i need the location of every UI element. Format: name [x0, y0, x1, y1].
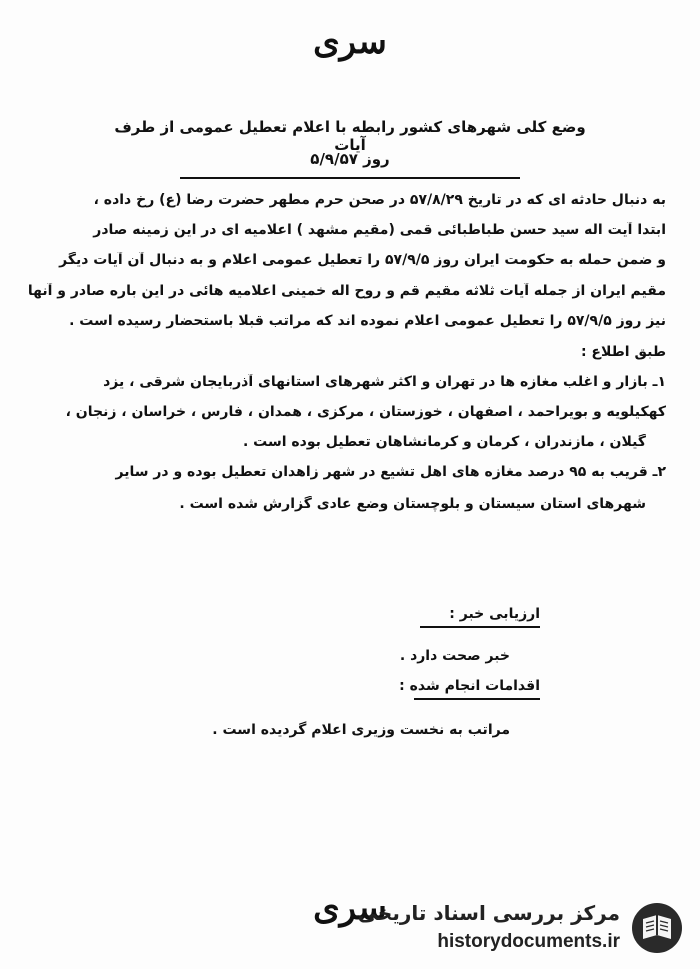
book-logo-icon [630, 901, 684, 955]
paragraph-line: مقیم ایران از جمله آیات ثلاثه مقیم قم و روح اله خمینی اعلامیه هائی در این باره صادر و آنها [28, 283, 666, 299]
intro-paragraph [28, 192, 666, 342]
paragraph-line: و ضمن حمله به حکومت ایران روز ۵۷/۹/۵ را تعطیل عمومی اعلام و به دنبال آن آیات دیگر [59, 252, 666, 268]
actions-underline [414, 698, 540, 700]
watermark-title: مرکز بررسی اسناد تاریخی [357, 901, 620, 925]
report-item-line: ۲ـ قریب به ۹۵ درصد مغازه های اهل تشیع در شهر زاهدان تعطیل بوده و در سایر [115, 464, 666, 480]
watermark-logo [357, 899, 684, 959]
classification-bottom: سری [313, 888, 387, 928]
evaluation-underline [420, 626, 540, 628]
evaluation-label: ارزیابی خبر : [449, 606, 540, 622]
document-date [180, 150, 520, 168]
report-item-line: کهکیلویه و بویراحمد ، اصفهان ، خوزستان ، مرکزی ، همدان ، فارس ، خراسان ، زنجان ، [65, 404, 666, 420]
report-item-line: ۱ـ بازار و اغلب مغازه ها در تهران و اکثر شهرهای استانهای آذربایجان شرقی ، یزد [103, 374, 666, 390]
watermark-url[interactable]: historydocuments.ir [437, 931, 620, 952]
classification-top: سری [313, 22, 387, 62]
report-item-line: گیلان ، مازندران ، کرمان و کرمانشاهان تعطیل بوده است . [242, 434, 646, 450]
title-underline [180, 177, 520, 179]
report-intro: طبق اطلاع : [580, 344, 666, 360]
report-items [28, 374, 666, 544]
paragraph-line: ابتدا آیت اله سید حسن طباطبائی قمی (مقیم مشهد ) اعلامیه ای در این زمینه صادر [93, 222, 666, 238]
paragraph-line: نیز روز ۵۷/۹/۵ را تعطیل عمومی اعلام نموده اند که مراتب قبلا باستحضار رسیده است . [69, 313, 666, 329]
document-title: وضع کلی شهرهای کشور رابطه با اعلام تعطیل عمومی از طرف آیات [114, 118, 586, 154]
document-date-text: روز ۵/۹/۵۷ [310, 150, 390, 168]
actions-label: اقدامات انجام شده : [399, 678, 540, 694]
evaluation-text: خبر صحت دارد . [399, 648, 510, 664]
report-item-line: شهرهای استان سیستان و بلوچستان وضع عادی گزارش شده است . [179, 496, 646, 512]
paragraph-line: به دنبال حادثه ای که در تاریخ ۵۷/۸/۲۹ در صحن حرم مطهر حضرت رضا (ع) رخ داده ، [93, 192, 666, 208]
actions-text: مراتب به نخست وزیری اعلام گردیده است . [212, 722, 510, 738]
